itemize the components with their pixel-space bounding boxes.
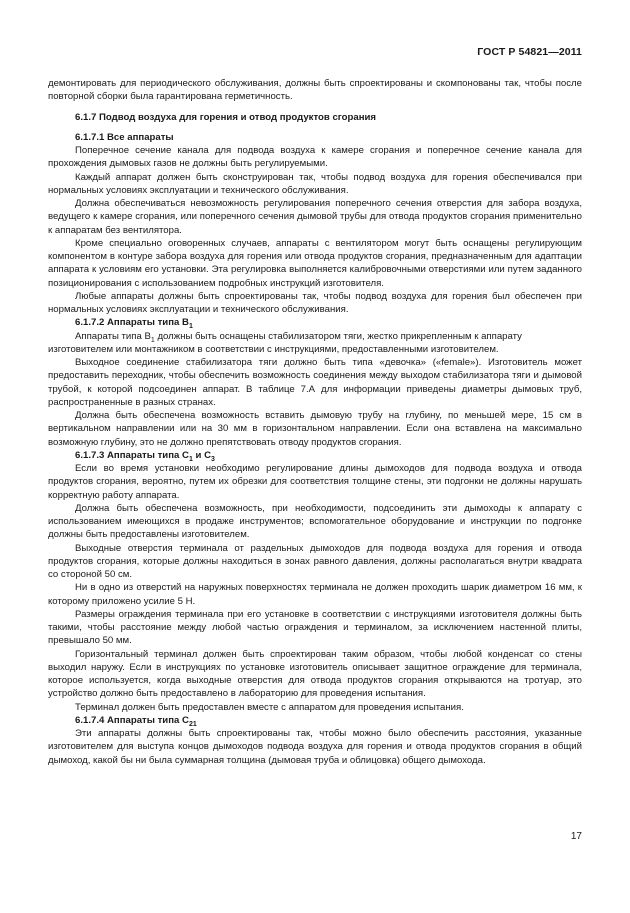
paragraph: Эти аппараты должны быть спроектированы так, чтобы можно было обеспечить расстояния, указанные изготовителем для выступа концов дымоходов подвода воздуха для горения и отвода продуктов сгорания в общий дымоход, какой бы ни была суммарная толщина (дымовая труба и облицовка) общего дымохода.	[48, 728, 582, 766]
paragraph-prefix: Аппараты типа B	[75, 330, 151, 342]
heading-subscript: 3	[211, 455, 215, 463]
heading-text-and: и C	[192, 449, 212, 461]
paragraph	[48, 330, 582, 343]
section-heading-6-1-7-3	[48, 449, 582, 462]
paragraph: Горизонтальный терминал должен быть спроектирован таким образом, чтобы любой конденсат со стены выходил наружу. Если в инструкциях по установке изготовитель описывает защитное ограждение для терминала, которое используется, когда выходные отверстия для отвода продуктов сгорания открываются на тротуар, это устройство должно быть предоставлено в лабораторию для проведения испытания.	[48, 648, 582, 700]
heading-subscript: 21	[188, 720, 197, 728]
paragraph-suffix: должны быть оснащены стабилизатором тяги, жестко прикрепленным к аппарату	[154, 330, 522, 342]
paragraph: Выходные отверстия терминала от раздельных дымоходов для подвода воздуха для горения и отвода продуктов сгорания, которые должны находиться в зонах равного давления, должны располагаться внутри квадрата со стороной 50 см.	[48, 542, 582, 580]
paragraph: Должна быть обеспечена возможность вставить дымовую трубу на глубину, по меньшей мере, 15 см в вертикальном направлении или на 30 мм в горизонтальном направлении. Если она вставлена на максимально возможную глубину, это не должно препятствовать отводу продуктов сгорания.	[48, 410, 582, 448]
paragraph-subscript: 1	[150, 336, 155, 344]
document-body	[48, 77, 582, 767]
paragraph: изготовителем или монтажником в соответствии с инструкциями, предоставленными изготовителем.	[48, 343, 499, 355]
paragraph: Должна быть обеспечена возможность, при необходимости, подсоединить эти дымоходы к аппарату с использованием имеющихся в продаже инструментов; вспомогательное оборудование и инструкции по подгонке должны быть предоставлены изготовителем.	[48, 502, 582, 541]
page-number: 17	[570, 831, 582, 842]
paragraph: Должна обеспечиваться невозможность регулирования поперечного сечения отверстия для забора воздуха, ведущего к камере сгорания, или поперечного сечения дымовой трубы для отвода продуктов сгорания применительно к аппаратам без вентилятора.	[48, 198, 582, 236]
paragraph: Кроме специально оговоренных случаев, аппараты с вентилятором могут быть оснащены регулирующим компонентом в контуре забора воздуха для горения или отвода продуктов сгорания, предназначенным для адаптации аппарата к условиям его установки. Эта регулировка выполняется калибровочными отверстиями или путем заданного позиционирования с использованием подробных инструкций изготовителя.	[48, 237, 582, 289]
heading-text: 6.1.7.2 Аппараты типа B	[75, 317, 189, 329]
paragraph: Любые аппараты должны быть спроектированы так, чтобы подвод воздуха для горения был обеспечен при нормальных условиях эксплуатации и технического обслуживания.	[48, 290, 582, 315]
paragraph: Ни в одно из отверстий на наружных поверхностях терминала не должен проходить шарик диаметром 16 мм, к которому приложено усилие 5 Н.	[48, 582, 582, 607]
heading-subscript: 1	[188, 455, 193, 463]
paragraph: Поперечное сечение канала для подвода воздуха к камере сгорания и поперечное сечение канала для прохождения дымовых газов не должны быть регулируемыми.	[48, 145, 582, 170]
paragraph: демонтировать для периодического обслуживания, должны быть спроектированы и скомпонованы так, чтобы после повторной сборки была гарантирована герметичность.	[48, 78, 582, 103]
section-heading-6-1-7-1: 6.1.7.1 Все аппараты	[75, 131, 174, 143]
document-code-header: ГОСТ Р 54821—2011	[477, 46, 582, 58]
section-heading-6-1-7-4	[48, 714, 582, 727]
paragraph: Терминал должен быть предоставлен вместе с аппаратом для проведения испытания.	[75, 701, 464, 713]
paragraph: Размеры ограждения терминала при его установке в соответствии с инструкциями изготовителя должны быть такими, чтобы расстояние между любой частью ограждения и терминалом, за исключением настенной плиты, превышало 50 мм.	[48, 608, 582, 647]
paragraph: Если во время установки необходимо регулирование длины дымоходов для подвода воздуха и отвода продуктов сгорания, вероятно, путем их обрезки для соответствия толщине стены, эти подгонки не должны нарушать корректную работу аппарата.	[48, 463, 582, 501]
heading-subscript: 1	[188, 323, 193, 331]
paragraph: Выходное соединение стабилизатора тяги должно быть типа «девочка» («female»). Изготовитель может предоставить переходник, чтобы обеспечить возможность соединения между выходом стабилизатора тяги и дымовой трубой, к которой подсоединен аппарат. В таблице 7.А для информации приведены диаметры дымовых труб, распространенные в разных странах.	[48, 357, 582, 408]
paragraph: Каждый аппарат должен быть сконструирован так, чтобы подвод воздуха для горения обеспечивался при нормальных условиях эксплуатации и технического обслуживания.	[48, 171, 582, 196]
section-heading-6-1-7-2	[48, 316, 582, 329]
heading-text: 6.1.7.3 Аппараты типа C	[75, 449, 189, 461]
section-heading-6-1-7: 6.1.7 Подвод воздуха для горения и отвод продуктов сгорания	[75, 111, 377, 123]
heading-text: 6.1.7.4 Аппараты типа C	[75, 714, 189, 726]
